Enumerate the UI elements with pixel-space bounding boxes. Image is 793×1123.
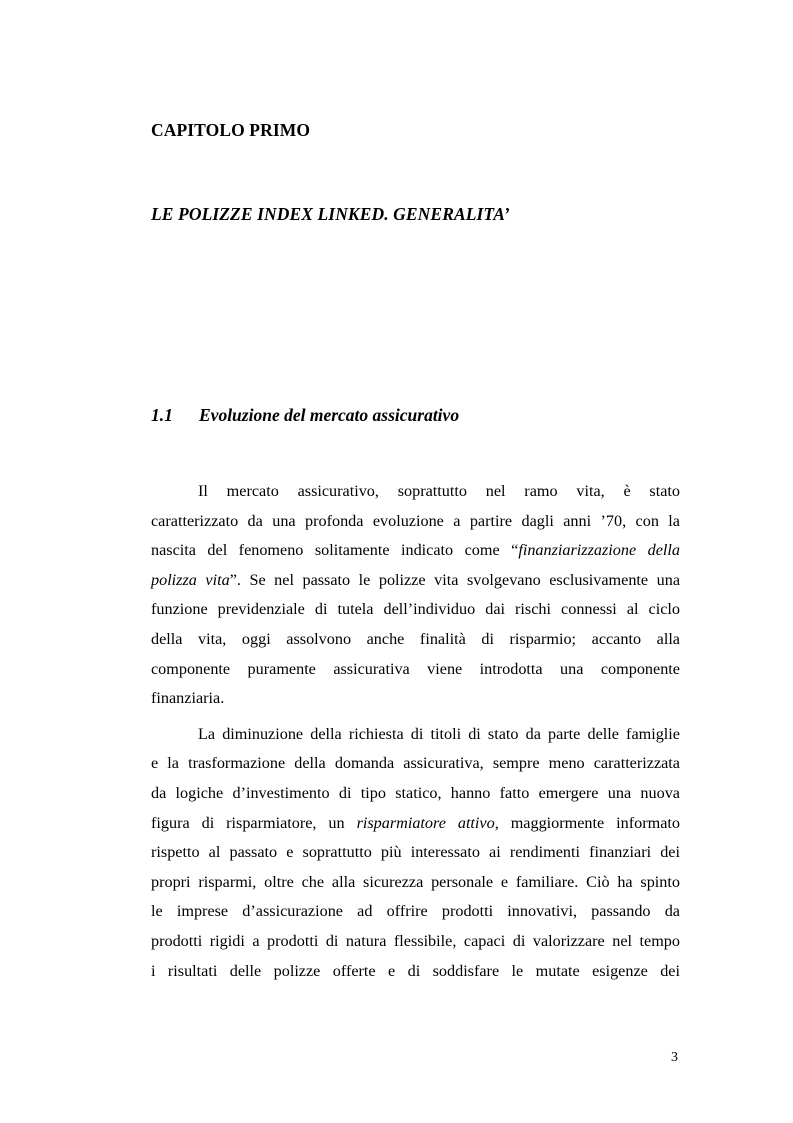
text-run: nascita del fenomeno solitamente indicato come “	[151, 541, 519, 560]
paragraph-line: Il mercato assicurativo, soprattutto nel ramo vita, è stato	[198, 482, 680, 500]
text-run: figura di risparmiatore, un	[151, 813, 357, 832]
paragraph-line: da logiche d’investimento di tipo statico, hanno fatto emergere una nuova	[151, 783, 680, 802]
paragraph-line: rispetto al passato e soprattutto più interessato ai rendimenti finanziari dei	[151, 843, 680, 862]
paragraph-line: le imprese d’assicurazione ad offrire prodotti innovativi, passando da	[151, 902, 680, 921]
chapter-label: CAPITOLO PRIMO	[151, 120, 311, 140]
paragraph-line: caratterizzato da una profonda evoluzione a partire dagli anni ’70, con la	[151, 511, 680, 530]
chapter-title: LE POLIZZE INDEX LINKED. GENERALITA’	[151, 204, 510, 224]
paragraph-line: funzione previdenziale di tutela dell’individuo dai rischi connessi al ciclo	[151, 600, 680, 619]
paragraph-line	[151, 566, 680, 596]
paragraph-line	[151, 809, 680, 839]
emphasis-run: finanziarizzazione della	[518, 541, 680, 560]
paragraph-line: e la trasformazione della domanda assicurativa, sempre meno caratterizzata	[151, 754, 680, 773]
paragraph-line: componente puramente assicurativa viene introdotta una componente	[151, 659, 680, 678]
section-number: 1.1	[151, 405, 173, 425]
section-title: Evoluzione del mercato assicurativo	[199, 405, 460, 425]
paragraph-line: finanziaria.	[151, 689, 225, 708]
text-run: maggiormente informato	[498, 813, 680, 832]
paragraph-line: prodotti rigidi a prodotti di natura flessibile, capaci di valorizzare nel tempo	[151, 931, 680, 950]
paragraph-line: propri risparmi, oltre che alla sicurezza personale e familiare. Ciò ha spinto	[151, 872, 680, 891]
paragraph-line: La diminuzione della richiesta di titoli di stato da parte delle famiglie	[198, 724, 680, 743]
paragraph-2	[151, 720, 680, 986]
emphasis-run: risparmiatore attivo,	[356, 813, 499, 832]
emphasis-run: polizza vita	[151, 570, 230, 589]
paragraph-1	[151, 477, 680, 714]
paragraph-line	[151, 536, 680, 566]
section-heading	[151, 405, 691, 426]
paragraph-line: i risultati delle polizze offerte e di soddisfare le mutate esigenze dei	[151, 961, 680, 980]
page-number: 3	[671, 1050, 678, 1065]
paragraph-line: della vita, oggi assolvono anche finalità di risparmio; accanto alla	[151, 629, 680, 648]
body-text	[151, 477, 680, 986]
text-run: ”. Se nel passato le polizze vita svolgevano esclusivamente una	[229, 570, 680, 589]
